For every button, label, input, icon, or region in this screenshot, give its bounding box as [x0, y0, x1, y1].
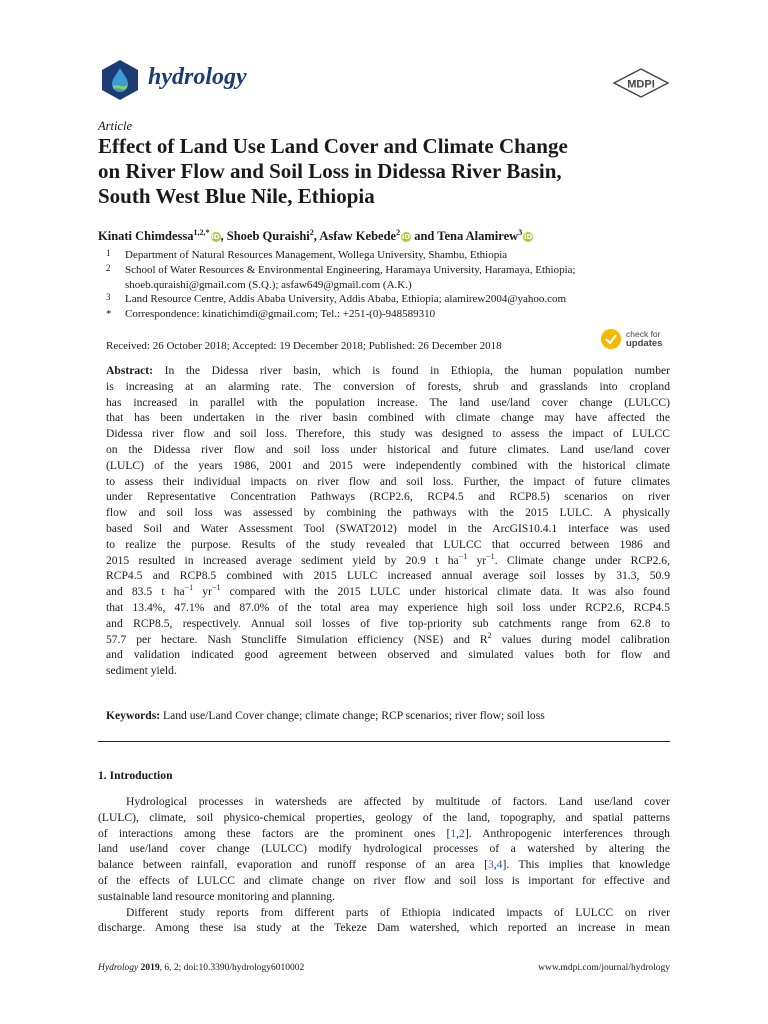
author-name[interactable]: Kinati Chimdessa	[98, 229, 194, 244]
body-line: of the effects of LULCC and climate change on river flow and soil loss is important for effective and	[98, 873, 670, 887]
body-line: Different study reports from different parts of Ethiopia indicated impacts of LULCC on river	[126, 905, 670, 919]
publication-dates: Received: 26 October 2018; Accepted: 19 December 2018; Published: 26 December 2018	[106, 340, 502, 352]
abstract-line: to realize the purpose. Results of the study revealed that LULCC that occurred between 1986 and	[106, 537, 670, 551]
hydrology-journal-logo-icon	[98, 58, 142, 102]
check-for-label: check for	[626, 329, 661, 339]
author-list	[98, 228, 533, 244]
title-line: on River Flow and Soil Loss in Didessa River Basin,	[98, 159, 562, 183]
abstract-line: (LULC) of the years 1986, 2001 and 2015 were independently combined with the historical climate	[106, 458, 670, 472]
title-line: Effect of Land Use Land Cover and Climate Change	[98, 134, 568, 158]
correspondence-marker: *	[106, 308, 112, 320]
affiliation-number: 2	[106, 263, 111, 273]
author-affiliation-marker: 1,2,*	[193, 228, 210, 237]
abstract-line: 2015 resulted in increased average sediment yield by 20.9 t $ha^{-1}$ $yr^{-1}$. Climate change under RCP2.6,	[106, 551, 670, 567]
footer-journal: Hydrology	[98, 963, 139, 973]
abstract-line: RCP4.5 and RCP8.5 combined with 2015 LULC increased annual average soil losses by 31.3, 50.9	[106, 569, 670, 583]
body-line: of interactions among these factors are the prominent ones [1,2]. Anthropogenic interferences through	[98, 826, 670, 840]
abstract-line: has increased in parallel with the population increase. The land use/land cover change (LULCC)	[106, 395, 670, 409]
abstract-line: 57.7 per hectare. Nash Stuncliffe Simulation efficiency (NSE) and $R^2$ values during model calibration	[106, 630, 670, 646]
citation-link[interactable]: 1	[450, 826, 457, 840]
abstract-line: based Soil and Water Assessment Tool (SWAT2012) model in the ArcGIS10.4.1 interface was used	[106, 521, 670, 535]
abstract-line: and RCP8.5, respectively. Annual soil losses of five top-priority sub catchments range from 62.8 to	[106, 616, 670, 630]
exponent: −1	[458, 551, 468, 561]
abstract-line: Abstract: In the Didessa river basin, which is found in Ethiopia, the human population number	[106, 364, 670, 377]
keywords-label: Keywords:	[106, 709, 161, 722]
citation-link[interactable]: 2	[459, 826, 465, 840]
orcid-icon[interactable]: iD	[401, 233, 411, 242]
abstract-line: flow and soil loss was assessed by combining the pathways with the 2015 LULC. A physically	[106, 506, 670, 520]
exponent: 2	[487, 630, 492, 640]
abstract-line: and 83.5 t $ha^{-1}$ $yr^{-1}$ compared with the 2015 LULC under historical climate data. It was also found	[106, 583, 671, 599]
footer-year: 2019	[140, 963, 160, 973]
keywords	[106, 709, 545, 722]
abstract-label: Abstract:	[106, 364, 154, 377]
footer-url[interactable]: www.mdpi.com/journal/hydrology	[538, 963, 670, 973]
article-type: Article	[98, 119, 133, 133]
body-line: sustainable land resource monitoring and planning.	[98, 889, 335, 903]
abstract-line: Didessa river flow and soil loss. Therefore, this study was designed to assess the impact of LULCC	[106, 427, 670, 441]
author-separator: and	[411, 229, 438, 244]
author-name[interactable]: Tena Alamirew	[437, 229, 519, 244]
abstract-line: is increasing at an alarming rate. The conversion of forests, shrub and grasslands into cropland	[106, 379, 670, 393]
body-line: discharge. Among these isa study at the Tekeze Dam watershed, which reported an increase in mean	[98, 921, 670, 935]
exponent: −1	[486, 551, 495, 561]
affiliation-text: School of Water Resources & Environmental Engineering, Haramaya University, Haramaya, Ethiopia;	[125, 264, 576, 276]
introduction-body	[98, 794, 670, 936]
abstract-line: sediment yield.	[106, 664, 177, 678]
footer-doi[interactable]: , 6, 2; doi:10.3390/hydrology6010002	[159, 963, 305, 973]
author-affiliation-marker: 2	[396, 228, 401, 237]
abstract-line: to assess their individual impacts on river flow and soil loss. Further, the impact of future climates	[106, 474, 670, 488]
updates-label: updates	[626, 338, 663, 349]
publisher-name: MDPI	[627, 78, 655, 91]
exponent: −1	[211, 583, 221, 593]
section-heading: 1. Introduction	[98, 769, 173, 782]
orcid-icon[interactable]: iD	[211, 233, 220, 242]
affiliation-text: Department of Natural Resources Management, Wollega University, Shambu, Ethiopia	[125, 249, 508, 261]
exponent: −1	[184, 583, 194, 593]
author-separator: ,	[313, 229, 320, 244]
author-name[interactable]: Asfaw Kebede	[319, 229, 397, 244]
keywords-text: Land use/Land Cover change; climate change; RCP scenarios; river flow; soil loss	[160, 709, 545, 722]
footer-citation	[98, 963, 304, 973]
body-line: (LULC), climate, soil physico-chemical properties, geology of the land, topography, and spatial patterns	[98, 810, 670, 824]
correspondence-text[interactable]: Correspondence: kinatichimdi@gmail.com; Tel.: +251-(0)-948589310	[125, 308, 436, 320]
body-line: balance between rainfall, evaporation and runoff response of an area [3,4]. This implies that knowledge	[98, 858, 670, 872]
affiliation-number: 3	[106, 292, 111, 302]
section-divider	[98, 741, 670, 742]
article-title	[98, 134, 673, 209]
abstract-line: under Representative Concentration Pathways (RCP2.6, RCP4.5 and RCP8.5) scenarios on river	[106, 490, 670, 504]
abstract-line: that has been undertaken in the river basin combined with climate change may have affected the	[106, 411, 670, 425]
check-for-updates-icon	[600, 328, 622, 350]
citation-link[interactable]: 4	[496, 858, 503, 872]
abstract-line: and validation indicated good agreement between observed and simulated values both for flow and	[106, 648, 670, 662]
abstract-line: that 13.4%, 47.1% and 87.0% of the total area may experience high soil loss under RCP2.6, RCP4.5	[106, 600, 670, 614]
affiliation-number: 1	[106, 248, 111, 258]
title-line: South West Blue Nile, Ethiopia	[98, 184, 375, 208]
body-line: land use/land cover change (LULCC) modify hydrological processes of a watershed by altering the	[98, 842, 670, 856]
citation-link[interactable]: 3	[487, 858, 494, 872]
mdpi-logo-icon	[612, 68, 670, 98]
author-separator: ,	[220, 229, 227, 244]
check-for-updates-button[interactable]	[600, 327, 670, 353]
orcid-icon[interactable]: iD	[524, 233, 533, 242]
abstract	[106, 363, 670, 679]
abstract-line: on the Didessa river flow and soil loss under historical and future climates. Land use/land cover	[106, 442, 670, 456]
affiliation-text: Land Resource Centre, Addis Ababa University, Addis Ababa, Ethiopia; alamirew2004@yahoo.com	[125, 293, 567, 305]
body-line: Hydrological processes in watersheds are affected by multitude of factors. Land use/land cover	[126, 795, 670, 808]
affiliation-email[interactable]: shoeb.quraishi@gmail.com (S.Q.); asfaw649@gmail.com (A.K.)	[125, 278, 412, 291]
author-affiliation-marker: 2	[309, 228, 314, 237]
journal-name: hydrology	[148, 64, 247, 90]
author-affiliation-marker: 3	[518, 228, 523, 237]
author-name[interactable]: Shoeb Quraishi	[226, 229, 310, 244]
